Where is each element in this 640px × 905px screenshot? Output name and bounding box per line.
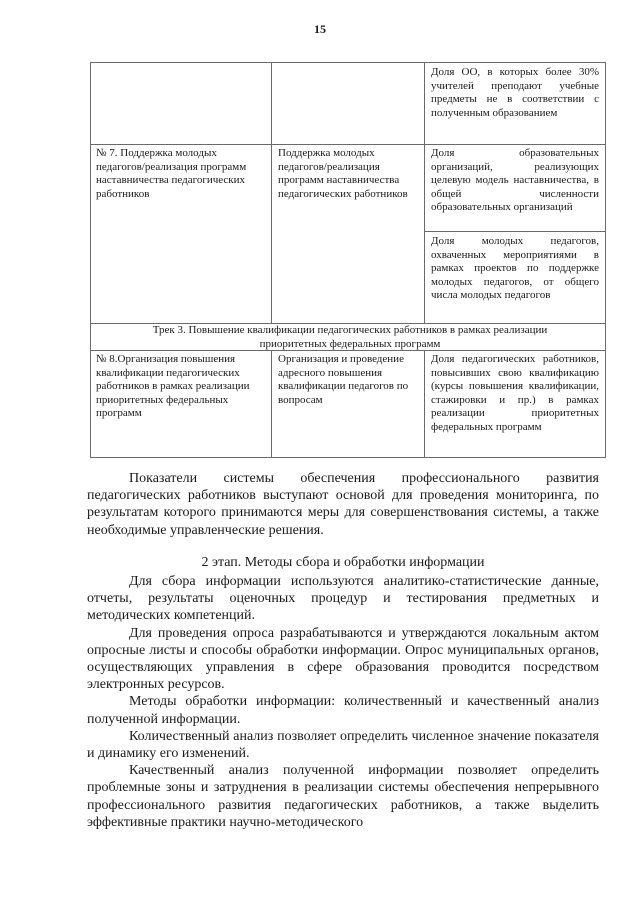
- paragraph-processing-methods: Методы обработки информации: количественный и качественный анализ полученной информации.: [87, 694, 599, 727]
- column-divider-1-lower: [271, 350, 272, 458]
- indicators-table: [90, 62, 606, 458]
- track-3-heading: Трек 3. Повышение квалификации педагогических работников в рамках реализации приоритетных федеральных программ: [152, 324, 548, 350]
- paragraph-quantitative: Количественный анализ позволяет определить численное значение показателя и динамику его изменений.: [87, 728, 599, 762]
- paragraph-data-sources: Для сбора информации используются аналитико-статистические данные, отчеты, результаты оценочных процедур и тестирования предметных и методических компетенций.: [87, 574, 599, 624]
- column-divider-2-lower: [424, 350, 425, 458]
- table-cell-r0-c3: Доля ОО, в которых более 30% учителей преподают учебные предметы не в соответствии с полученным образованием: [431, 66, 599, 119]
- table-cell-r1-c1: № 7. Поддержка молодых педагогов/реализация программ наставничества педагогических работников: [96, 147, 247, 200]
- table-border-right: [605, 62, 606, 458]
- paragraph-survey: Для проведения опроса разрабатываются и утверждаются локальным актом опросные листы и способы обработки информации. Опрос муниципальных органов, осуществляющих управления в сфере образования проводится посредством электронных ресурсов.: [87, 625, 599, 693]
- table-border-left: [90, 62, 91, 458]
- table-cell-r1-c3a: Доля образовательных организаций, реализующих целевую модель наставничества, в общей численности образовательных организаций: [431, 147, 599, 214]
- table-cell-r1-c3b: Доля молодых педагогов, охваченных мероприятиями в рамках проектов по поддержке молодых педагогов, от общего числа молодых педагогов: [431, 235, 599, 302]
- column-divider-1: [271, 62, 272, 323]
- section-title: 2 этап. Методы сбора и обработки информации: [201, 555, 485, 570]
- table-cell-r2-c2: Организация и проведение адресного повышения квалификации педагогов по вопросам: [278, 353, 409, 406]
- column-divider-2: [424, 62, 425, 323]
- summary-paragraph: Показатели системы обеспечения профессионального развития педагогических работников выступают основой для проведения мониторинга, по результатам которого принимаются меры для совершенствования системы, а также необходимые управленческие решения.: [87, 471, 599, 538]
- cell-divider-col3: [424, 231, 606, 232]
- methods-paragraphs: [87, 573, 599, 831]
- table-border-top: [90, 62, 606, 63]
- table-cell-r2-c1: № 8.Организация повышения квалификации педагогических работников в рамках реализации приоритетных федеральных программ: [96, 353, 250, 420]
- paragraph-qualitative: Качественный анализ полученной информации позволяет определить проблемные зоны и затруднения в реализации системы обеспечения непрерывного профессионального развития педагогических работников, а также выделить эффективные практики научно-методического: [87, 763, 599, 830]
- row-divider-1: [90, 144, 606, 145]
- table-cell-r1-c2: Поддержка молодых педагогов/реализация программ наставничества педагогических работников: [278, 147, 408, 200]
- summary-paragraph-block: [87, 470, 599, 539]
- table-border-bottom: [90, 457, 606, 458]
- page-number: 15: [314, 22, 326, 36]
- table-cell-r2-c3: Доля педагогических работников, повысивших свою квалификацию (курсы повышения квалификации, стажировки и пр.) в рамках реализации приоритетных федеральных программ: [431, 353, 599, 433]
